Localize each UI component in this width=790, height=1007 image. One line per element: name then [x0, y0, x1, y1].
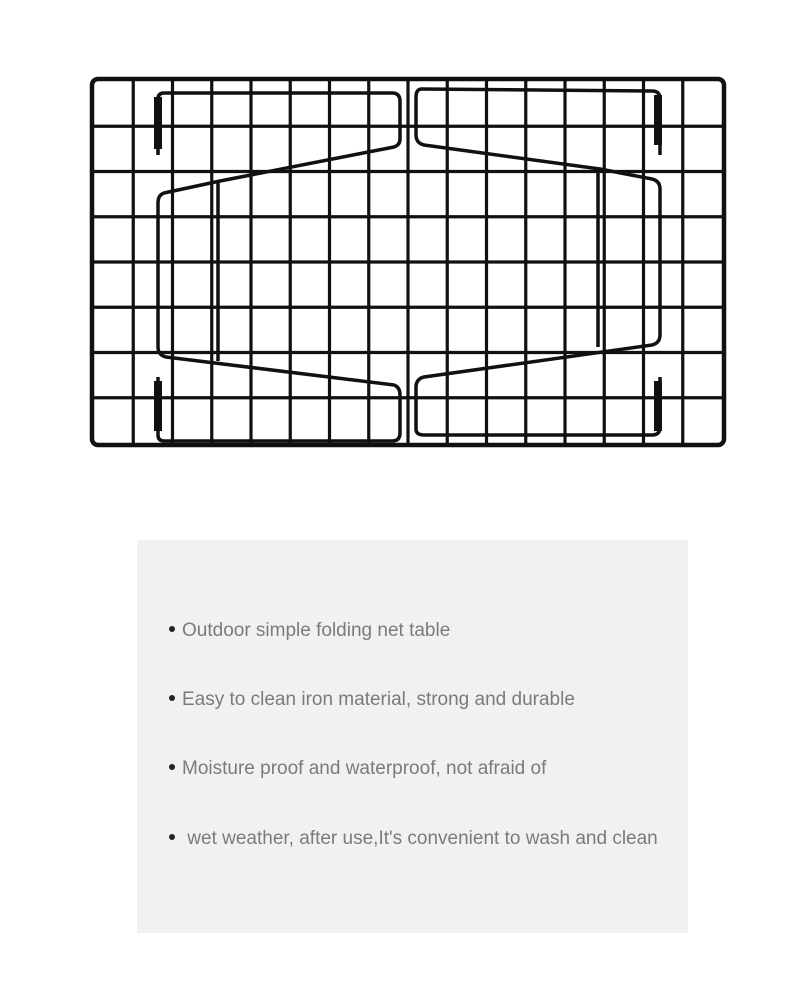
leg-frame-top-left	[158, 93, 400, 441]
wire-mesh-table-illustration	[80, 65, 740, 465]
leg-bar-top-left	[154, 97, 162, 149]
feature-text: Moisture proof and waterproof, not afraid of	[182, 758, 547, 779]
feature-text: Outdoor simple folding net table	[182, 620, 451, 641]
feature-item-2	[169, 689, 575, 711]
leg-bar-top-right	[654, 95, 662, 145]
product-image	[80, 65, 740, 465]
feature-item-4	[169, 828, 658, 850]
leg-bar-bottom-right	[654, 381, 662, 431]
feature-text: Easy to clean iron material, strong and durable	[182, 689, 575, 710]
feature-text: wet weather, after use,It's convenient to wash and clean	[182, 828, 658, 849]
leg-bar-bottom-left	[154, 381, 162, 431]
bullet-icon	[169, 764, 175, 770]
feature-item-1	[169, 620, 450, 642]
bullet-icon	[169, 695, 175, 701]
feature-list-panel	[137, 540, 688, 933]
bullet-icon	[169, 626, 175, 632]
feature-item-3	[169, 758, 546, 780]
bullet-icon	[169, 834, 175, 840]
